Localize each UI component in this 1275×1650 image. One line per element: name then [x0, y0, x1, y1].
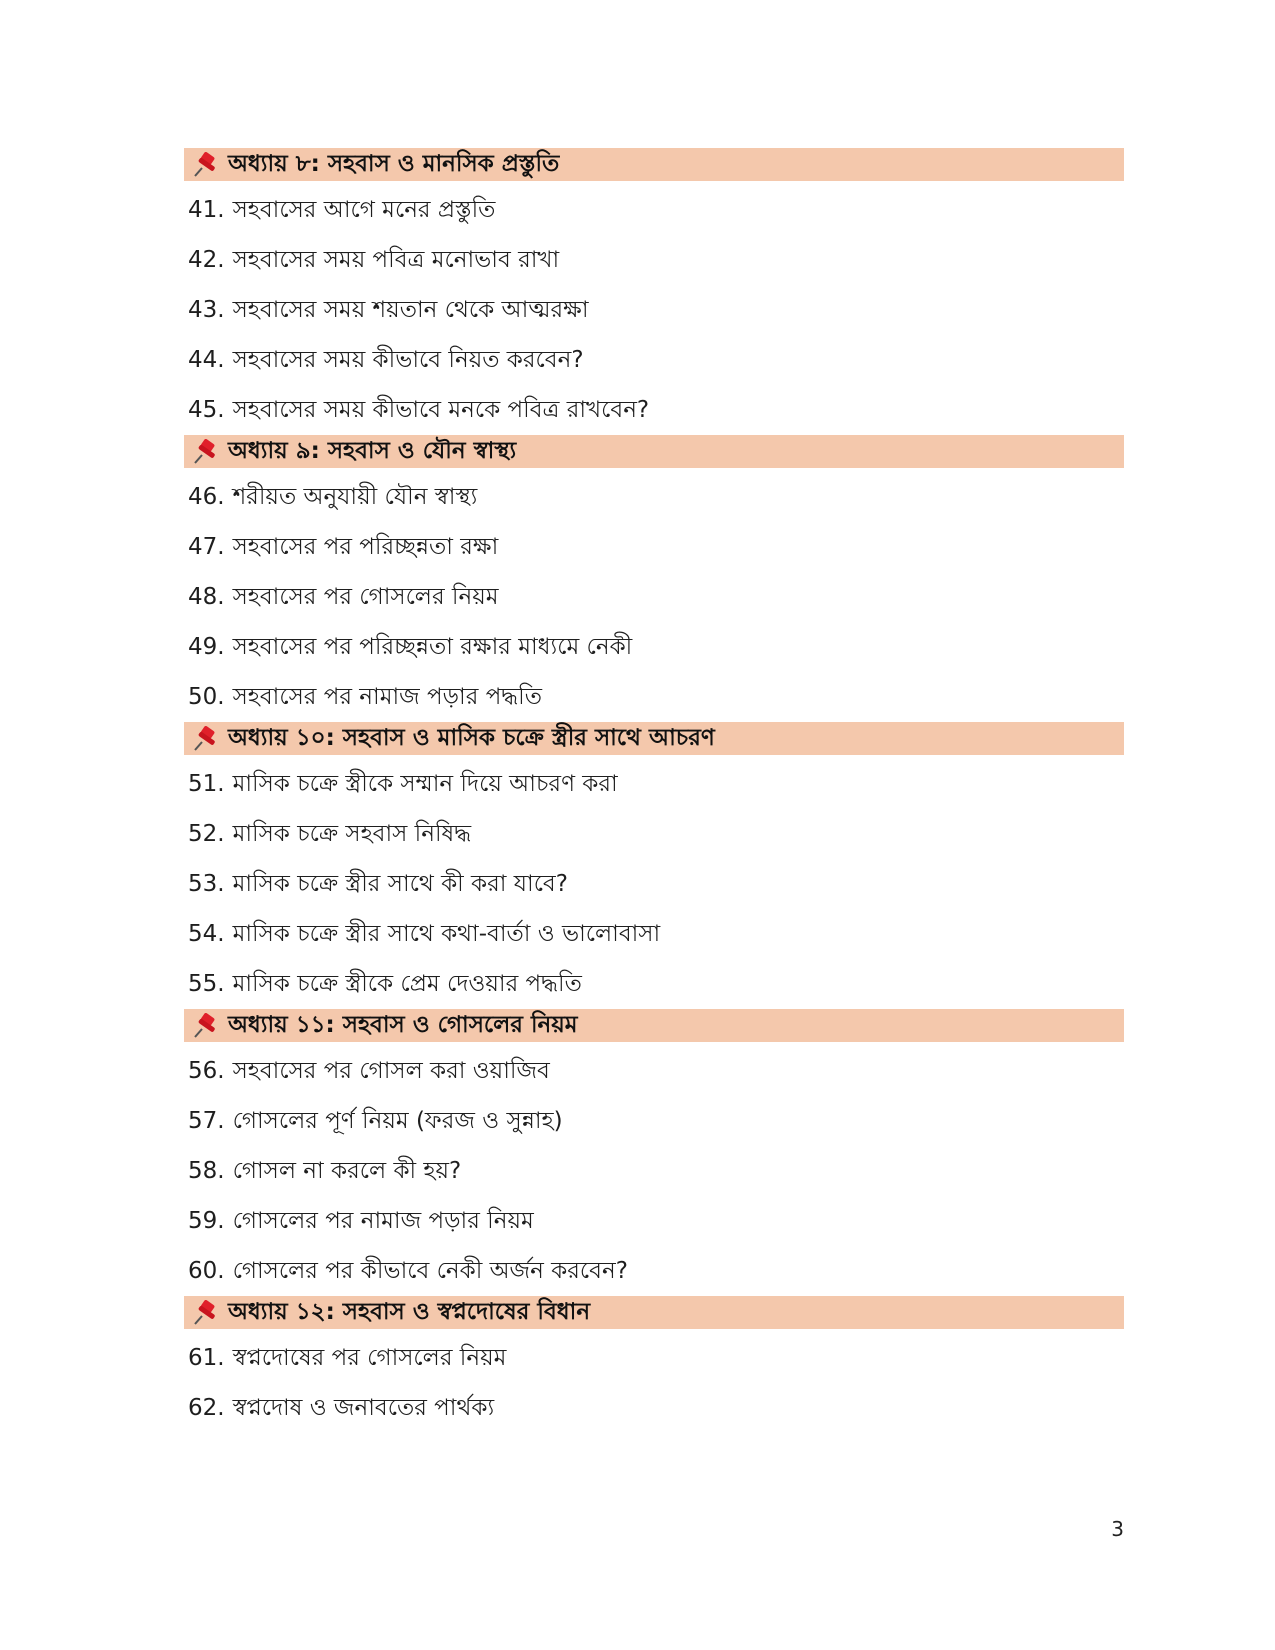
item-number: 50.	[188, 684, 225, 710]
chapter-header	[184, 435, 1124, 468]
list-item	[184, 959, 1124, 1009]
item-number: 44.	[188, 347, 225, 373]
item-text: সহবাসের আগে মনের প্রস্তুতি	[232, 196, 496, 223]
list-item	[184, 185, 1124, 235]
list-item	[184, 522, 1124, 572]
item-text: স্বপ্নদোষের পর গোসলের নিয়ম	[232, 1344, 507, 1371]
item-text: মাসিক চক্রে স্ত্রীকে সম্মান দিয়ে আচরণ করা	[232, 770, 618, 797]
list-item	[184, 1096, 1124, 1146]
item-number: 57.	[188, 1108, 225, 1134]
item-number: 45.	[188, 397, 225, 423]
chapter-header	[184, 148, 1124, 181]
item-text: সহবাসের পর গোসল করা ওয়াজিব	[232, 1057, 550, 1084]
item-text: মাসিক চক্রে সহবাস নিষিদ্ধ	[232, 820, 472, 847]
pushpin-icon	[192, 439, 222, 465]
pushpin-icon	[192, 152, 222, 178]
list-item	[184, 285, 1124, 335]
table-of-contents	[184, 148, 1124, 1433]
page-number: 3	[1111, 1517, 1124, 1541]
item-text: সহবাসের সময় কীভাবে নিয়ত করবেন?	[232, 346, 584, 373]
item-number: 41.	[188, 197, 225, 223]
item-text: সহবাসের সময় পবিত্র মনোভাব রাখা	[232, 246, 560, 273]
item-text: মাসিক চক্রে স্ত্রীর সাথে কী করা যাবে?	[232, 870, 568, 897]
chapter-title: অধ্যায় ১১: সহবাস ও গোসলের নিয়ম	[228, 1012, 578, 1038]
item-text: গোসলের পূর্ণ নিয়ম (ফরজ ও সুন্নাহ)	[232, 1107, 563, 1134]
chapter-section	[184, 1296, 1124, 1433]
chapter-title: অধ্যায় ৯: সহবাস ও যৌন স্বাস্থ্য	[228, 438, 517, 464]
item-number: 62.	[188, 1395, 225, 1421]
item-text: সহবাসের সময় শয়তান থেকে আত্মরক্ষা	[232, 296, 589, 323]
item-number: 58.	[188, 1158, 225, 1184]
item-text: মাসিক চক্রে স্ত্রীর সাথে কথা-বার্তা ও ভালোবাসা	[232, 920, 661, 947]
item-text: শরীয়ত অনুযায়ী যৌন স্বাস্থ্য	[232, 483, 478, 510]
list-item	[184, 1046, 1124, 1096]
list-item	[184, 1246, 1124, 1296]
item-number: 42.	[188, 247, 225, 273]
item-number: 56.	[188, 1058, 225, 1084]
chapter-title: অধ্যায় ৮: সহবাস ও মানসিক প্রস্তুতি	[228, 151, 560, 177]
item-number: 59.	[188, 1208, 225, 1234]
chapter-section	[184, 722, 1124, 1009]
item-number: 43.	[188, 297, 225, 323]
item-number: 53.	[188, 871, 225, 897]
list-item	[184, 572, 1124, 622]
item-number: 47.	[188, 534, 225, 560]
list-item	[184, 335, 1124, 385]
item-text: সহবাসের পর নামাজ পড়ার পদ্ধতি	[232, 683, 543, 710]
item-text: গোসলের পর নামাজ পড়ার নিয়ম	[232, 1207, 534, 1234]
list-item	[184, 672, 1124, 722]
item-text: সহবাসের পর পরিচ্ছন্নতা রক্ষা	[232, 533, 499, 560]
chapter-section	[184, 1009, 1124, 1296]
chapter-header	[184, 1009, 1124, 1042]
list-item	[184, 909, 1124, 959]
item-number: 54.	[188, 921, 225, 947]
item-number: 49.	[188, 634, 225, 660]
item-number: 61.	[188, 1345, 225, 1371]
chapter-section	[184, 148, 1124, 435]
item-number: 60.	[188, 1258, 225, 1284]
pushpin-icon	[192, 1300, 222, 1326]
chapter-header	[184, 1296, 1124, 1329]
item-text: সহবাসের সময় কীভাবে মনকে পবিত্র রাখবেন?	[232, 396, 650, 423]
item-text: মাসিক চক্রে স্ত্রীকে প্রেম দেওয়ার পদ্ধতি	[232, 970, 582, 997]
chapter-section	[184, 435, 1124, 722]
item-number: 51.	[188, 771, 225, 797]
item-number: 46.	[188, 484, 225, 510]
list-item	[184, 385, 1124, 435]
list-item	[184, 622, 1124, 672]
list-item	[184, 1383, 1124, 1433]
list-item	[184, 472, 1124, 522]
chapter-title: অধ্যায় ১০: সহবাস ও মাসিক চক্রে স্ত্রীর সাথে আচরণ	[228, 725, 715, 751]
item-text: গোসলের পর কীভাবে নেকী অর্জন করবেন?	[232, 1257, 628, 1284]
item-text: গোসল না করলে কী হয়?	[232, 1157, 462, 1184]
list-item	[184, 859, 1124, 909]
list-item	[184, 1333, 1124, 1383]
item-number: 52.	[188, 821, 225, 847]
list-item	[184, 1196, 1124, 1246]
list-item	[184, 235, 1124, 285]
item-text: সহবাসের পর পরিচ্ছন্নতা রক্ষার মাধ্যমে নেকী	[232, 633, 633, 660]
list-item	[184, 809, 1124, 859]
chapter-header	[184, 722, 1124, 755]
item-number: 55.	[188, 971, 225, 997]
pushpin-icon	[192, 726, 222, 752]
item-number: 48.	[188, 584, 225, 610]
list-item	[184, 759, 1124, 809]
item-text: স্বপ্নদোষ ও জনাবতের পার্থক্য	[232, 1394, 495, 1421]
chapter-title: অধ্যায় ১২: সহবাস ও স্বপ্নদোষের বিধান	[228, 1299, 591, 1325]
item-text: সহবাসের পর গোসলের নিয়ম	[232, 583, 499, 610]
list-item	[184, 1146, 1124, 1196]
pushpin-icon	[192, 1013, 222, 1039]
